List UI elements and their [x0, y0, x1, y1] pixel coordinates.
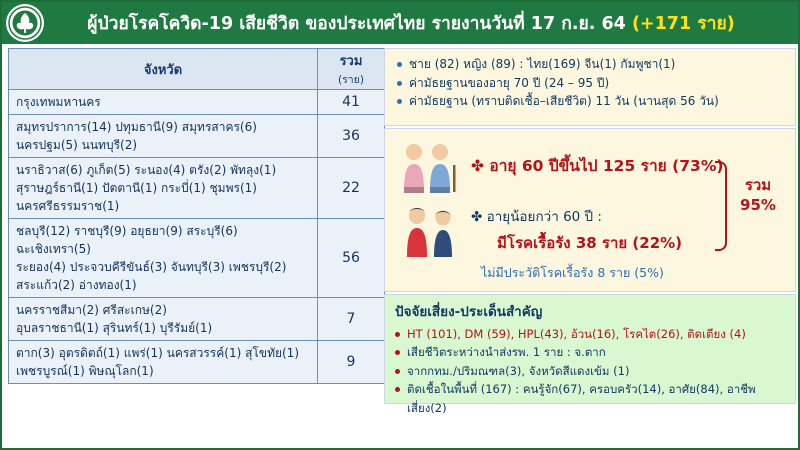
province-total: 7 — [318, 298, 385, 341]
column-header-province: จังหวัด — [9, 49, 318, 90]
summary-stats-list — [395, 55, 787, 111]
table-row — [9, 341, 385, 384]
list-item: HT (101), DM (59), HPL(43), อ้วน(16), โรคไต(26), ติดเตียง (4) — [393, 325, 787, 343]
brace-label-line2: 95% — [740, 196, 776, 215]
risk-factors-list — [393, 325, 787, 417]
province-list: กรุงเทพมหานคร — [9, 90, 318, 115]
column-header-total — [318, 49, 385, 90]
elderly-couple-icon — [397, 139, 459, 195]
summary-stats-box — [384, 48, 796, 126]
province-table — [8, 48, 385, 384]
risk-factors-box — [384, 294, 796, 415]
table-header-row — [9, 49, 385, 90]
younger-label-text: ✤ อายุน้อยกว่า 60 ปี : — [471, 209, 602, 225]
risk-factors-title: ปัจจัยเสี่ยง-ประเด็นสำคัญ — [395, 304, 543, 320]
table-row — [9, 219, 385, 298]
province-list: นครราชสีมา(2) ศรีสะเกษ(2) อุบลราชธานี(1) สุรินทร์(1) บุรีรัมย์(1) — [9, 298, 318, 341]
province-total: 41 — [318, 90, 385, 115]
province-total: 56 — [318, 219, 385, 298]
table-row — [9, 115, 385, 158]
adult-couple-icon — [399, 203, 461, 261]
province-list: ตาก(3) อุตรดิตถ์(1) แพร่(1) นครสวรรค์(1) สุโขทัย(1) เพชรบูรณ์(1) พิษณุโลก(1) — [9, 341, 318, 384]
younger-no-history-text: ไม่มีประวัติโรคเรื้อรัง 8 ราย (5%) — [481, 265, 664, 280]
province-table-container — [8, 48, 380, 384]
list-item: เสียชีวิตระหว่างนำส่งรพ. 1 ราย : จ.ตาก — [393, 343, 787, 361]
list-item: ติดเชื้อในพื้นที่ (167) : คนรู้จัก(67), ครอบครัว(14), อาศัย(84), อาชีพเสี่ยง(2) — [393, 380, 787, 417]
table-row — [9, 298, 385, 341]
page-header — [2, 2, 798, 44]
elderly-deaths-text: ✤ อายุ 60 ปีขึ้นไป 125 ราย (73%) — [471, 157, 724, 175]
province-list: นราธิวาส(6) ภูเก็ต(5) ระนอง(4) ตรัง(2) พัทลุง(1) สุราษฎร์ธานี(1) ปัตตานี(1) กระบี่(1) ชุมพร(1) นครศรีธรรมราช(1) — [9, 158, 318, 219]
brace-label — [729, 175, 787, 216]
brace-shape-icon — [715, 161, 727, 251]
list-item: ค่ามัธยฐานของอายุ 70 ปี (24 – 95 ปี) — [395, 74, 787, 93]
column-header-total-unit: (ราย) — [338, 74, 364, 86]
age-breakdown-box — [384, 128, 796, 292]
province-total: 36 — [318, 115, 385, 158]
province-total: 22 — [318, 158, 385, 219]
younger-chronic-text: มีโรคเรื้อรัง 38 ราย (22%) — [497, 234, 683, 252]
page-title-increment: (+171 ราย) — [631, 14, 735, 34]
province-list: ชลบุรี(12) ราชบุรี(9) อยุธยา(9) สระบุรี(6) ฉะเชิงเทรา(5) ระยอง(4) ประจวบคีรีขันธ์(3) จันทบุรี(3) เพชรบุรี(2) สระแก้ว(2) อ่างทอง(1) — [9, 219, 318, 298]
ministry-of-public-health-logo-icon — [6, 4, 44, 42]
province-table-body — [9, 90, 385, 384]
list-item: ค่ามัธยฐาน (ทราบติดเชื้อ–เสียชีวิต) 11 วัน (นานสุด 56 วัน) — [395, 92, 787, 111]
province-total: 9 — [318, 341, 385, 384]
right-panel — [384, 48, 796, 415]
table-row — [9, 90, 385, 115]
list-item: จากกทม./ปริมณฑล(3), จังหวัดสีแดงเข้ม (1) — [393, 362, 787, 380]
table-row — [9, 158, 385, 219]
page-title — [44, 9, 798, 37]
list-item: ชาย (82) หญิง (89) : ไทย(169) จีน(1) กัมพูชา(1) — [395, 55, 787, 74]
province-list: สมุทรปราการ(14) ปทุมธานี(9) สมุทรสาคร(6) นครปฐม(5) นนทบุรี(2) — [9, 115, 318, 158]
brace-label-line1: รวม — [744, 176, 772, 194]
column-header-total-label: รวม — [339, 54, 363, 69]
page-title-main: ผู้ป่วยโรคโควิด-19 เสียชีวิต ของประเทศไทย รายงานวันที่ 17 ก.ย. 64 — [87, 14, 632, 34]
